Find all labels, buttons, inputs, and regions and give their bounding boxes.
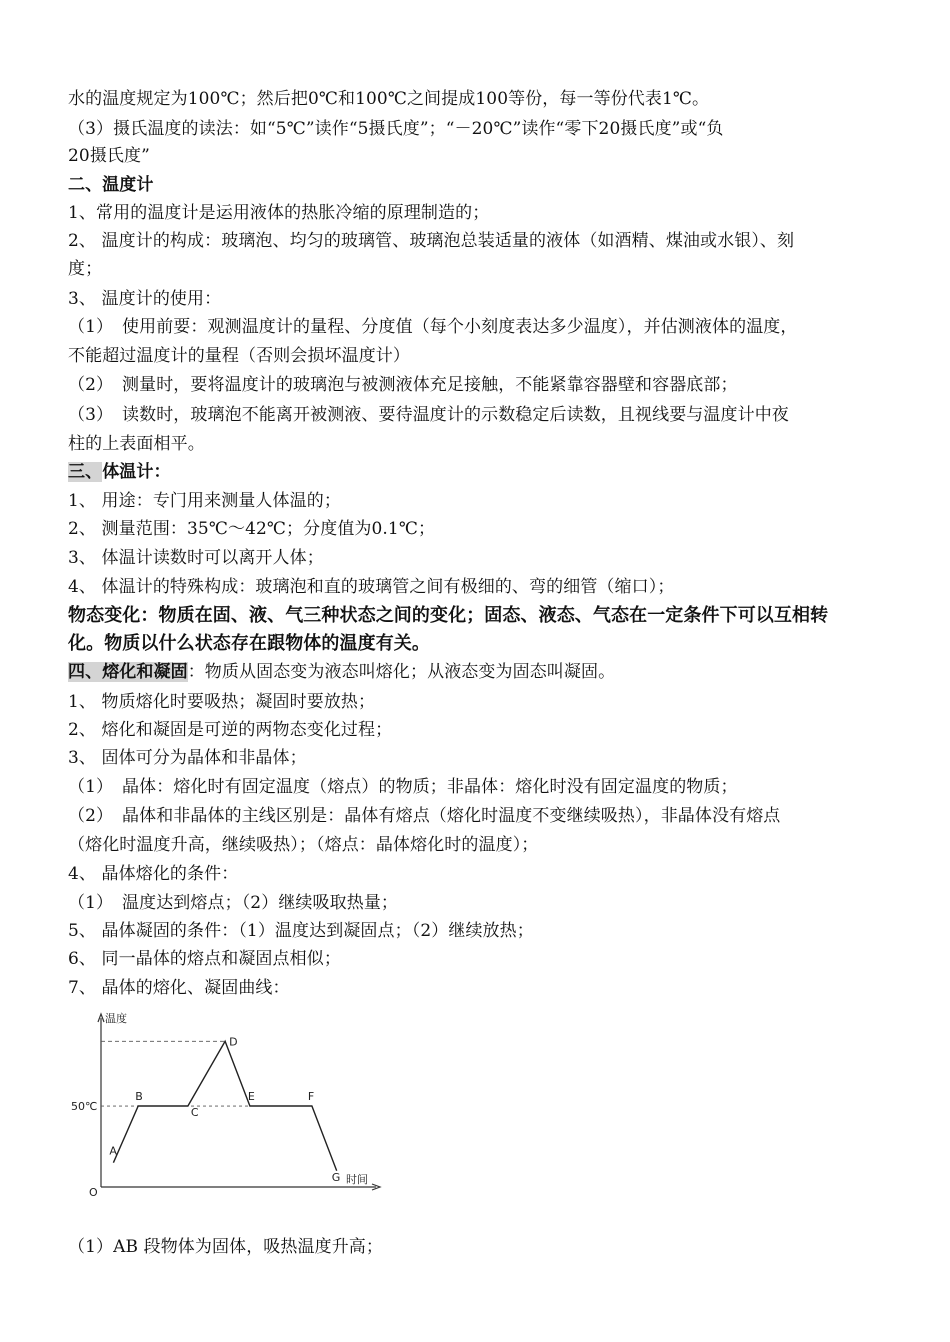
item-text: 使用前要：观测温度计的量程、分度值（每个小刻度表达多少温度），并估测液体的温度，	[122, 317, 798, 337]
point-label: F	[307, 1090, 315, 1104]
item-number: （1）	[68, 893, 114, 913]
paragraph-line: （熔化时温度升高，继续吸热）；（熔点：晶体熔化时的温度）；	[68, 835, 539, 855]
paragraph-line: 4、 体温计的特殊构成：玻璃泡和直的玻璃管之间有极细的、弯的细管（缩口）；	[68, 577, 675, 597]
item-text: 晶体和非晶体的主线区别是：晶体有熔点（熔化时温度不变继续吸热），非晶体没有熔点	[122, 806, 781, 826]
item-number: （3）	[68, 405, 114, 425]
point-label: D	[229, 1035, 238, 1049]
y-tick-label: 50℃	[71, 1100, 98, 1114]
paragraph-line: 2、 温度计的构成：玻璃泡、均匀的玻璃管、玻璃泡总装适量的液体（如酒精、煤油或水银）、刻	[68, 231, 795, 251]
item-number: （1）	[68, 317, 114, 337]
point-label: G	[331, 1170, 341, 1184]
paragraph-line: 2、 熔化和凝固是可逆的两物态变化过程；	[68, 720, 393, 740]
paragraph-line: 5、 晶体凝固的条件：（1）温度达到凝固点；（2）继续放热；	[68, 921, 534, 941]
item-text: 温度达到熔点；（2）继续吸取热量；	[122, 893, 399, 913]
paragraph-line: 3、 固体可分为晶体和非晶体；	[68, 748, 307, 768]
paragraph-line: 1、 物质熔化时要吸热；凝固时要放热；	[68, 692, 376, 712]
paragraph-line: 不能超过温度计的量程（否则会损坏温度计）	[68, 346, 410, 366]
point-label: A	[109, 1144, 117, 1158]
section-heading-thermometer: 二、温度计	[68, 175, 154, 195]
paragraph-line: （1）AB 段物体为固体，吸热温度升高；	[68, 1237, 383, 1257]
list-item	[68, 774, 908, 800]
list-item	[68, 803, 908, 829]
paragraph-line: 2、 测量范围：35℃～42℃；分度值为0.1℃；	[68, 519, 436, 539]
origin-label: O	[89, 1186, 98, 1199]
temperature-curve	[113, 1041, 336, 1171]
bold-statement: 化。物质以什么状态存在跟物体的温度有关。	[68, 633, 430, 654]
paragraph-line: 6、 同一晶体的熔点和凝固点相似；	[68, 949, 341, 969]
section-heading-melting	[68, 659, 908, 685]
point-label: B	[135, 1090, 143, 1104]
heading-text: 熔化和凝固	[102, 662, 188, 682]
paragraph-line: （3）摄氏温度的读法：如“5℃”读作“5摄氏度”；“－20℃”读作“零下20摄氏度”或“负	[68, 119, 724, 139]
point-label: E	[247, 1090, 255, 1104]
paragraph-line: 3、 温度计的使用：	[68, 289, 222, 309]
paragraph-line: 水的温度规定为100℃；然后把0℃和100℃之间提成100等份，每一等份代表1℃。	[68, 89, 710, 109]
paragraph-line: 1、常用的温度计是运用液体的热胀冷缩的原理制造的；	[68, 203, 490, 223]
paragraph-line: 4、 晶体熔化的条件：	[68, 864, 239, 884]
bold-statement: 物态变化：物质在固、液、气三种状态之间的变化；固态、液态、气态在一定条件下可以互相转	[68, 605, 829, 626]
item-number: （2）	[68, 806, 114, 826]
paragraph-line: 20摄氏度”	[68, 146, 150, 166]
section-heading-clinical-thermometer	[68, 459, 908, 485]
item-text: 测量时，要将温度计的玻璃泡与被测液体充足接触，不能紧靠容器壁和容器底部；	[122, 375, 738, 395]
paragraph-line: 柱的上表面相平。	[68, 434, 205, 454]
paragraph-line: 3、 体温计读数时可以离开人体；	[68, 548, 324, 568]
item-text: 晶体：熔化时有固定温度（熔点）的物质；非晶体：熔化时没有固定温度的物质；	[122, 777, 738, 797]
paragraph-line: 1、 用途：专门用来测量人体温的；	[68, 491, 341, 511]
y-axis-label: 温度	[105, 1012, 127, 1025]
paragraph-line: 7、 晶体的熔化、凝固曲线：	[68, 978, 290, 998]
item-number: （1）	[68, 777, 114, 797]
list-item	[68, 890, 908, 916]
melting-solidification-chart	[70, 1006, 390, 1201]
list-item	[68, 314, 908, 340]
point-label: C	[190, 1106, 199, 1120]
item-text: 读数时，玻璃泡不能离开被测液、要待温度计的示数稳定后读数，且视线要与温度计中夜	[122, 405, 789, 425]
item-number: （2）	[68, 375, 114, 395]
heading-text: 体温计：	[102, 462, 171, 482]
heading-number: 四、	[68, 662, 103, 682]
paragraph-line: 度；	[68, 259, 103, 279]
list-item	[68, 402, 908, 428]
x-axis-label: 时间	[346, 1173, 368, 1186]
heading-definition: ：物质从固态变为液态叫熔化；从液态变为固态叫凝固。	[187, 662, 616, 682]
list-item	[68, 372, 908, 398]
heading-number: 三、	[68, 462, 103, 482]
